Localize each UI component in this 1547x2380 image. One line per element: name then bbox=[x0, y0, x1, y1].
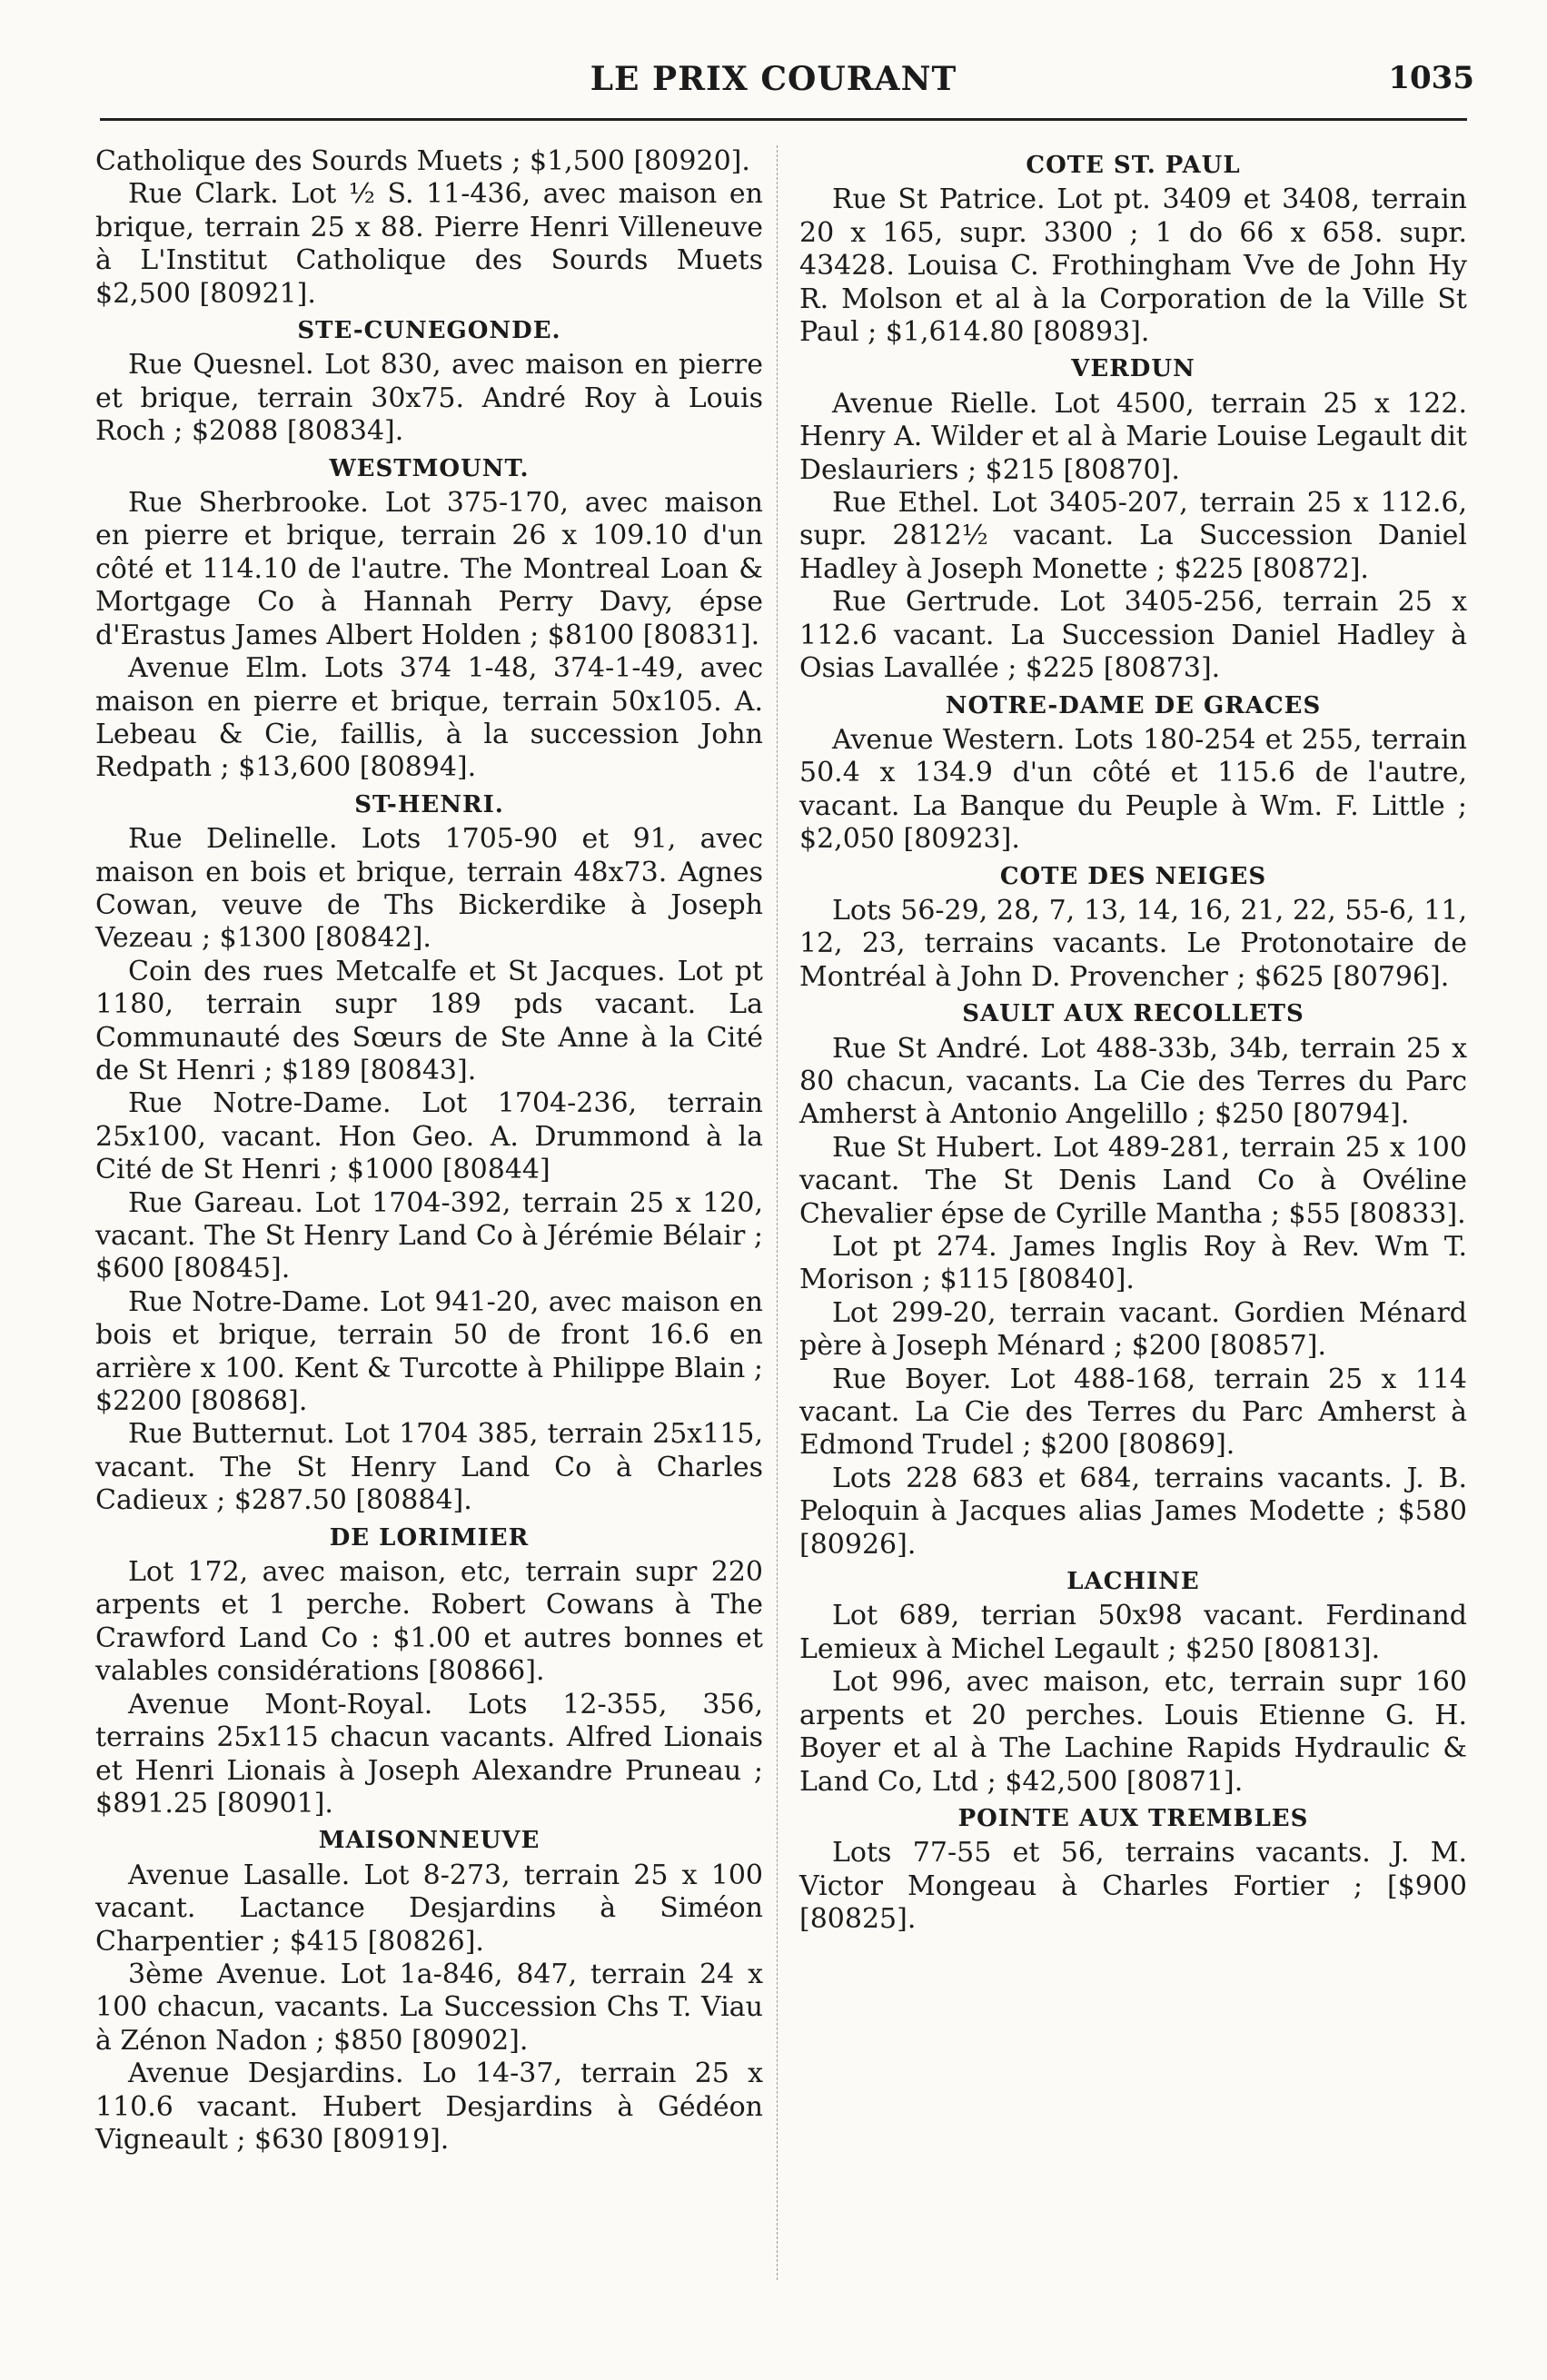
listing-entry: Rue Sherbrooke. Lot 375-170, avec maison en pierre et brique, terrain 26 x 109.10 d'un côté et 114.10 de l'autre. The Montreal Loan & Mortgage Co à Hannah Perry Davy, épse d'Erastus James Albert Holden ; $8100 [80831]. bbox=[95, 487, 763, 651]
section-heading: SAULT AUX RECOLLETS bbox=[962, 1000, 1304, 1028]
listing-entry: Avenue Western. Lots 180-254 et 255, terrain 50.4 x 134.9 d'un côté et 115.6 de l'autre, vacant. La Banque du Peuple à Wm. F. Little ; $2,050 [80923]. bbox=[799, 723, 1467, 856]
listing-entry: Rue St Patrice. Lot pt. 3409 et 3408, terrain 20 x 165, supr. 3300 ; 1 do 66 x 658. supr. 43428. Louisa C. Frothingham Vve de John Hy R. Molson et al à la Corporation de la Ville St Paul ; $1,614.80 [80893]. bbox=[799, 183, 1467, 349]
listing-entry: Avenue Desjardins. Lo 14-37, terrain 25 x 110.6 vacant. Hubert Desjardins à Gédéon Vigneault ; $630 [80919]. bbox=[95, 2058, 763, 2156]
header-rule bbox=[100, 118, 1467, 121]
listing-entry: Rue Butternut. Lot 1704 385, terrain 25x115, vacant. The St Henry Land Co à Charles Cadieux ; $287.50 [80884]. bbox=[95, 1418, 763, 1517]
listing-entry: Lot 172, avec maison, etc, terrain supr 220 arpents et 1 perche. Robert Cowans à The Crawford Land Co : $1.00 et autres bonnes et valables considérations [80866]. bbox=[95, 1556, 763, 1688]
listing-entry: Avenue Mont-Royal. Lots 12-355, 356, terrains 25x115 chacun vacants. Alfred Lionais et Henri Lionais à Joseph Alexandre Pruneau ; $891.25 [80901]. bbox=[95, 1688, 763, 1820]
section-heading: MAISONNEUVE bbox=[318, 1827, 540, 1855]
section-heading: NOTRE-DAME DE GRACES bbox=[945, 691, 1322, 719]
listing-entry: Lot 996, avec maison, etc, terrain supr 160 arpents et 20 perches. Louis Etienne G. H. Boyer et al à The Lachine Rapids Hydraulic & Land Co, Ltd ; $42,500 [80871]. bbox=[799, 1666, 1467, 1798]
section-heading: COTE ST. PAUL bbox=[1026, 152, 1241, 179]
listing-entry: Rue St André. Lot 488-33b, 34b, terrain 25 x 80 chacun, vacants. La Cie des Terres du Parc Amherst à Antonio Angelillo ; $250 [80794]. bbox=[799, 1032, 1467, 1131]
listing-entry: Avenue Elm. Lots 374 1-48, 374-1-49, avec maison en pierre et brique, terrain 50x105. A. Lebeau & Cie, faillis, à la succession John Redpath ; $13,600 [80894]. bbox=[95, 652, 763, 784]
listing-entry: Lot 299-20, terrain vacant. Gordien Ménard père à Joseph Ménard ; $200 [80857]. bbox=[799, 1296, 1467, 1363]
section-heading: VERDUN bbox=[1071, 355, 1195, 383]
listing-entry: Rue Clark. Lot ½ S. 11-436, avec maison en brique, terrain 25 x 88. Pierre Henri Villeneuve à L'Institut Catholique des Sourds Muets $2,500 [80921]. bbox=[95, 178, 763, 310]
listing-entry: Rue Gareau. Lot 1704-392, terrain 25 x 120, vacant. The St Henry Land Co à Jérémie Bélair ; $600 [80845]. bbox=[95, 1186, 763, 1285]
listing-entry: Catholique des Sourds Muets ; $1,500 [80920]. bbox=[95, 145, 750, 177]
section-heading: STE-CUNEGONDE. bbox=[297, 317, 561, 345]
listing-entry: Coin des rues Metcalfe et St Jacques. Lot pt 1180, terrain supr 189 pds vacant. La Communauté des Sœurs de Ste Anne à la Cité de St Henri ; $189 [80843]. bbox=[95, 955, 763, 1086]
section-heading: WESTMOUNT. bbox=[329, 454, 530, 482]
listing-entry: Lot 689, terrian 50x98 vacant. Ferdinand Lemieux à Michel Legault ; $250 [80813]. bbox=[799, 1600, 1467, 1665]
listing-entry: Avenue Rielle. Lot 4500, terrain 25 x 122. Henry A. Wilder et al à Marie Louise Legault dit Deslauriers ; $215 [80870]. bbox=[799, 387, 1467, 486]
left-column bbox=[95, 145, 763, 2157]
section-heading: ST-HENRI. bbox=[354, 790, 504, 818]
section-heading: LACHINE bbox=[1066, 1568, 1200, 1596]
column-divider bbox=[777, 145, 778, 2280]
running-title: LE PRIX COURANT bbox=[590, 60, 957, 98]
listing-entry: Avenue Lasalle. Lot 8-273, terrain 25 x 100 vacant. Lactance Desjardins à Siméon Charpentier ; $415 [80826]. bbox=[95, 1859, 763, 1958]
listing-entry: Rue Ethel. Lot 3405-207, terrain 25 x 112.6, supr. 2812½ vacant. La Succession Daniel Hadley à Joseph Monette ; $225 [80872]. bbox=[799, 487, 1467, 585]
right-column bbox=[799, 145, 1467, 1937]
listing-entry: Rue St Hubert. Lot 489-281, terrain 25 x 100 vacant. The St Denis Land Co à Ovéline Chevalier épse de Cyrille Mantha ; $55 [80833]. bbox=[799, 1131, 1467, 1230]
listing-entry: Lots 228 683 et 684, terrains vacants. J. B. Peloquin à Jacques alias James Modette ; $580 [80926]. bbox=[799, 1462, 1467, 1561]
listing-entry: Rue Notre-Dame. Lot 941-20, avec maison en bois et brique, terrain 50 de front 16.6 en arrière x 100. Kent & Turcotte à Philippe Blain ; $2200 [80868]. bbox=[95, 1285, 763, 1418]
listing-entry: Lots 56-29, 28, 7, 13, 14, 16, 21, 22, 55-6, 11, 12, 23, terrains vacants. Le Protonotaire de Montréal à John D. Provencher ; $625 [80796]. bbox=[799, 894, 1467, 993]
section-heading: POINTE AUX TREMBLES bbox=[957, 1804, 1309, 1832]
listing-entry: Rue Gertrude. Lot 3405-256, terrain 25 x 112.6 vacant. La Succession Daniel Hadley à Osias Lavallée ; $225 [80873]. bbox=[799, 586, 1467, 685]
section-heading: COTE DES NEIGES bbox=[999, 862, 1267, 890]
listing-entry: Lot pt 274. James Inglis Roy à Rev. Wm T. Morison ; $115 [80840]. bbox=[799, 1231, 1467, 1296]
listing-entry: Rue Quesnel. Lot 830, avec maison en pierre et brique, terrain 30x75. André Roy à Louis Roch ; $2088 [80834]. bbox=[95, 349, 763, 448]
listing-entry: Rue Boyer. Lot 488-168, terrain 25 x 114 vacant. La Cie des Terres du Parc Amherst à Edmond Trudel ; $200 [80869]. bbox=[799, 1363, 1467, 1462]
listing-entry: 3ème Avenue. Lot 1a-846, 847, terrain 24 x 100 chacun, vacants. La Succession Chs T. Viau à Zénon Nadon ; $850 [80902]. bbox=[95, 1958, 763, 2057]
page-number: 1035 bbox=[1388, 60, 1474, 96]
listing-entry: Rue Notre-Dame. Lot 1704-236, terrain 25x100, vacant. Hon Geo. A. Drummond à la Cité de St Henri ; $1000 [80844] bbox=[95, 1087, 763, 1186]
section-heading: DE LORIMIER bbox=[329, 1523, 530, 1552]
listing-entry: Lots 77-55 et 56, terrains vacants. J. M. Victor Mongeau à Charles Fortier ; [$900 [80825]. bbox=[799, 1837, 1467, 1936]
listing-entry: Rue Delinelle. Lots 1705-90 et 91, avec maison en bois et brique, terrain 48x73. Agnes Cowan, veuve de Ths Bickerdike à Joseph Vezeau ; $1300 [80842]. bbox=[95, 823, 763, 955]
